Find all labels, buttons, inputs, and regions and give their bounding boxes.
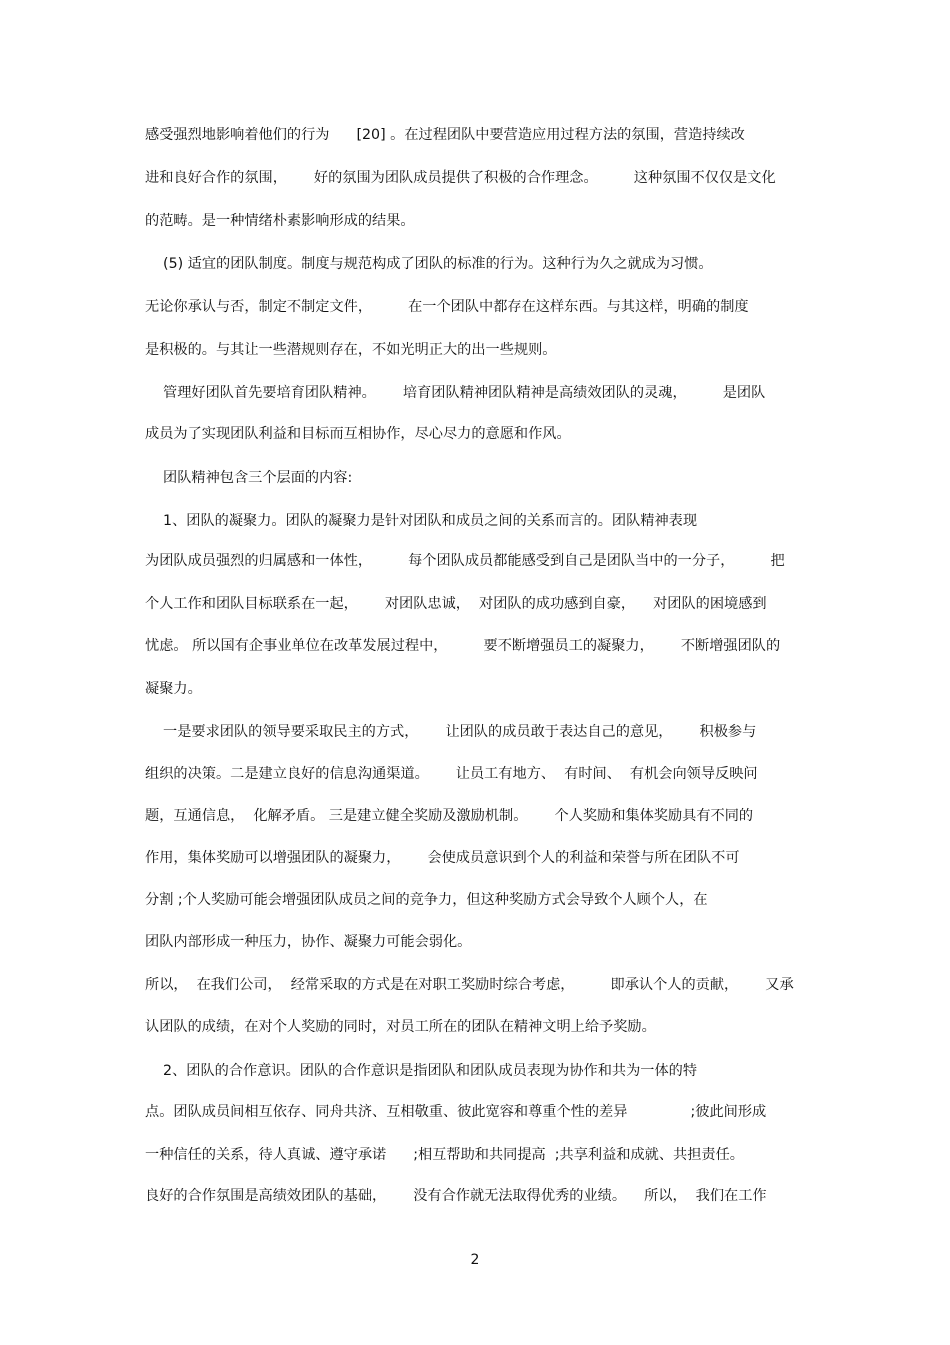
text-line: 作用，集体奖励可以增强团队的凝聚力， 会使成员意识到个人的利益和荣誉与所在团队不可	[145, 850, 740, 866]
text-line: 团队精神包含三个层面的内容:	[145, 470, 353, 486]
text-line: 一是要求团队的领导要采取民主的方式， 让团队的成员敢于表达自己的意见， 积极参与	[145, 724, 757, 740]
text-line: 为团队成员强烈的归属感和一体性， 每个团队成员都能感受到自己是团队当中的一分子， 把	[145, 553, 785, 569]
text-line: 良好的合作氛围是高绩效团队的基础， 没有合作就无法取得优秀的业绩。 所以， 我们在工作	[145, 1188, 767, 1204]
text-line: 点。团队成员间相互依存、同舟共济、互相敬重、彼此宽容和尊重个性的差异 ;彼此间形成	[145, 1104, 767, 1120]
text-line: 成员为了实现团队利益和目标而互相协作，尽心尽力的意愿和作风。	[145, 426, 571, 442]
text-line: 所以， 在我们公司， 经常采取的方式是在对职工奖励时综合考虑， 即承认个人的贡献， 又承	[145, 977, 794, 993]
text-line: 的范畴。是一种情绪朴素影响形成的结果。	[145, 213, 415, 229]
text-line: 感受强烈地影响着他们的行为 [20] 。在过程团队中要营造应用过程方法的氛围，营造持续改	[145, 127, 745, 143]
text-line: 管理好团队首先要培育团队精神。 培育团队精神团队精神是高绩效团队的灵魂， 是团队	[145, 385, 766, 401]
page-number: 2	[470, 1252, 480, 1268]
text-line: 一种信任的关系，待人真诚、遵守承诺 ;相互帮助和共同提高 ;共享利益和成就、共担责任。	[145, 1147, 744, 1163]
text-line: 团队内部形成一种压力，协作、凝聚力可能会弱化。	[145, 934, 472, 950]
text-line: 2、团队的合作意识。团队的合作意识是指团队和团队成员表现为协作和共为一体的特	[145, 1063, 698, 1079]
text-line: 个人工作和团队目标联系在一起， 对团队忠诚， 对团队的成功感到自豪， 对团队的困境感到	[145, 596, 767, 612]
text-line: 是积极的。与其让一些潜规则存在，不如光明正大的出一些规则。	[145, 342, 557, 358]
text-line: 忧虑。 所以国有企事业单位在改革发展过程中， 要不断增强员工的凝聚力， 不断增强团队的	[145, 638, 781, 654]
text-line: (5) 适宜的团队制度。制度与规范构成了团队的标准的行为。这种行为久之就成为习惯。	[145, 256, 713, 272]
text-line: 分割 ;个人奖励可能会增强团队成员之间的竞争力，但这种奖励方式会导致个人顾个人，在	[145, 892, 708, 908]
text-line: 1、团队的凝聚力。团队的凝聚力是针对团队和成员之间的关系而言的。团队精神表现	[145, 513, 698, 529]
text-line: 题，互通信息， 化解矛盾。 三是建立健全奖励及激励机制。 个人奖励和集体奖励具有不同的	[145, 808, 754, 824]
text-line: 进和良好合作的氛围， 好的氛围为团队成员提供了积极的合作理念。 这种氛围不仅仅是文化	[145, 170, 776, 186]
text-line: 凝聚力。	[145, 681, 202, 697]
text-line: 无论你承认与否，制定不制定文件， 在一个团队中都存在这样东西。与其这样，明确的制度	[145, 299, 749, 315]
text-line: 组织的决策。二是建立良好的信息沟通渠道。 让员工有地方、 有时间、 有机会向领导反映问	[145, 766, 758, 782]
text-line: 认团队的成绩，在对个人奖励的同时，对员工所在的团队在精神文明上给予奖励。	[145, 1019, 656, 1035]
